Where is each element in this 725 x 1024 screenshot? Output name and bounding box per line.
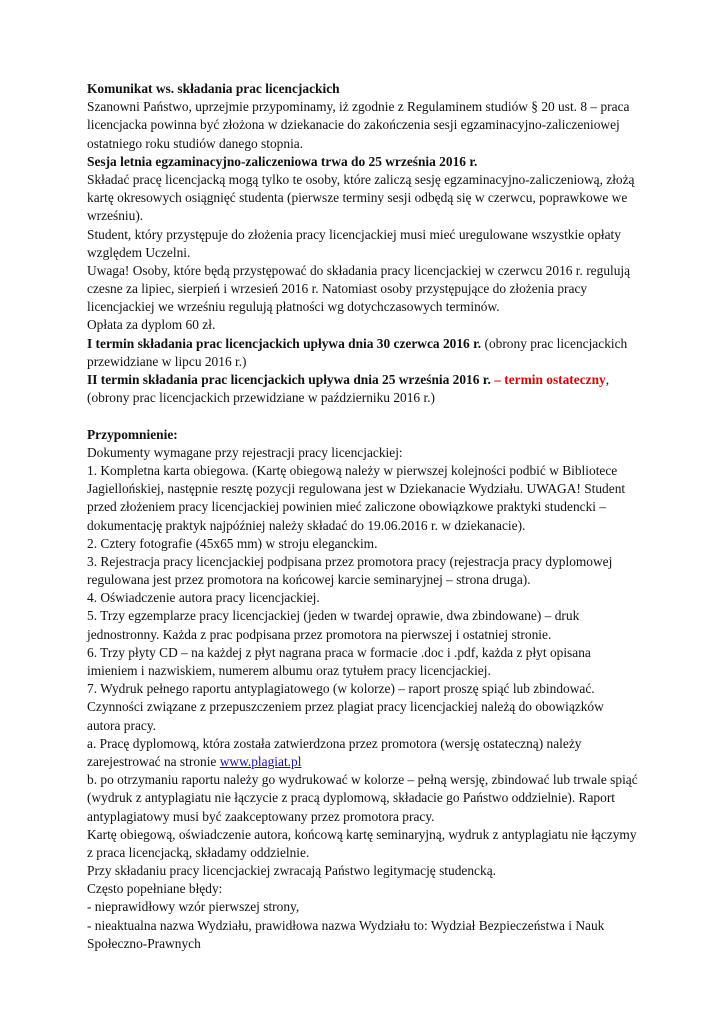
list-item: Jagiellońskiej, następnie resztę pozycji regulowana jest w Dziekanacie Wydziału. UWAGA! Student — [87, 481, 626, 497]
term-1-note: (obrony prac licencjackich — [481, 335, 628, 351]
list-item: 1. Kompletna karta obiegowa. (Kartę obiegową należy w pierwszej kolejności podbić w Bibliotece — [87, 462, 618, 478]
list-item: 2. Cztery fotografie (45x65 mm) w stroju eleganckim. — [87, 535, 378, 551]
final-term-label: – termin ostateczny — [490, 372, 606, 387]
fees-line: względem Uczelni. — [87, 244, 191, 260]
document-page — [87, 80, 647, 953]
submit-line: Składać pracę licencjacką mogą tylko te osoby, które zaliczą sesję egzaminacyjno-zaliczeniową, złożą — [87, 171, 635, 187]
list-item: przed złożeniem pracy licencjackiej powinien mieć zaliczone obowiązkowe praktyki studencki – — [87, 499, 607, 515]
submit-line: wrześniu). — [87, 208, 144, 224]
warning-line: licencjackiej we wrześniu regulują płatności wg dotychczasowych terminów. — [87, 299, 500, 315]
list-item: a. Pracę dyplomową, która została zatwierdzona przez promotora (wersję ostateczną) należy — [87, 735, 582, 751]
term-1-note-cont: przewidziane w lipcu 2016 r.) — [87, 353, 247, 369]
term-1 — [87, 335, 647, 353]
term-2-deadline: II termin składania prac licencjackich upływa dnia 25 września 2016 r. — [87, 372, 491, 387]
text-line: Przy składaniu pracy licencjackiej zwracają Państwo legitymację studencką. — [87, 863, 496, 879]
list-item: imieniem i nazwiskiem, numerem albumu oraz tytułem pracy licencjackiej. — [87, 663, 491, 678]
submit-line: kartę okresowych osiągnięć studenta (pierwsze terminy sesji odbędą się w czerwcu, poprawkowe we — [87, 190, 628, 206]
text-line: Kartę obiegową, oświadczenie autora, końcową kartę seminaryjną, wydruk z antyplagiatu nie łączymy — [87, 826, 637, 842]
text-line: (wydruk z antyplagiatu nie łączycie z pracą dyplomową, składacie go Państwo oddzielnie). Raport — [87, 790, 616, 806]
text-line: z praca licencjacką, składamy oddzielnie. — [87, 844, 310, 860]
term-2-note: (obrony prac licencjackich przewidziane w październiku 2016 r.) — [87, 390, 435, 406]
list-item: Czynności związane z przepuszczeniem przez plagiat pracy licencjackiej należą do obowiązków — [87, 699, 604, 715]
list-item: dokumentację praktyk najpóźniej należy składać do 19.06.2016 r. w dziekanacie). — [87, 517, 526, 533]
list-item: jednostronny. Każda z prac podpisana przez promotora na pierwszej i ostatniej stronie. — [87, 626, 552, 642]
documents-intro: Dokumenty wymagane przy rejestracji pracy licencjackiej: — [87, 444, 403, 460]
register-line — [87, 753, 647, 771]
term-2-comma: , — [605, 372, 610, 387]
spacer — [87, 407, 647, 425]
term-1-deadline: I termin składania prac licencjackich upływa dnia 30 czerwca 2016 r. — [87, 335, 482, 351]
text-line: b. po otrzymaniu raportu należy go wydrukować w kolorze – pełną wersję, zbindować lub trwale spiąć — [87, 772, 638, 788]
plagiat-link[interactable]: www.plagiat.pl — [219, 753, 302, 769]
text-line: - nieaktualna nazwa Wydziału, prawidłowa nazwa Wydziału to: Wydział Bezpieczeństwa i Nauk — [87, 917, 605, 933]
list-item: 7. Wydruk pełnego raportu antyplagiatowego (w kolorze) – raport proszę spiąć lub zbindować. — [87, 681, 595, 697]
text-line: Społeczno-Prawnych — [87, 935, 201, 951]
document-title: Komunikat ws. składania prac licencjackich — [87, 81, 340, 96]
diploma-fee: Opłata za dyplom 60 zł. — [87, 317, 216, 333]
list-item: 6. Trzy płyty CD – na każdej z płyt nagrana praca w formacie .doc i .pdf, każda z płyt opisana — [87, 644, 591, 660]
fees-line: Student, który przystępuje do złożenia pracy licencjackiej musi mieć uregulowane wszystkie opłaty — [87, 226, 621, 242]
warning-line: Uwaga! Osoby, które będą przystępować do składania pracy licencjackiej w czerwcu 2016 r. regulują — [87, 262, 631, 278]
list-item: 4. Oświadczenie autora pracy licencjackiej. — [87, 590, 320, 606]
term-2 — [87, 371, 647, 389]
intro-line: licencjacka powinna być złożona w dziekanacie do zakończenia sesji egzaminacyjno-zaliczeniowej — [87, 117, 620, 133]
register-prefix: zarejestrować na stronie — [87, 753, 220, 769]
list-item: regulowana jest przez promotora na końcowej karcie seminaryjnej – strona druga). — [87, 572, 531, 588]
intro-line: ostatniego roku studiów danego stopnia. — [87, 135, 304, 151]
list-item: 5. Trzy egzemplarze pracy licencjackiej (jeden w twardej oprawie, dwa zbindowane) – druk — [87, 608, 580, 624]
reminder-heading: Przypomnienie: — [87, 426, 178, 442]
list-item: autora pracy. — [87, 717, 157, 733]
text-line: Często popełniane błędy: — [87, 881, 223, 897]
text-line: - nieprawidłowy wzór pierwszej strony, — [87, 899, 300, 915]
session-heading: Sesja letnia egzaminacyjno-zaliczeniowa trwa do 25 września 2016 r. — [87, 153, 478, 169]
intro-line: Szanowni Państwo, uprzejmie przypominamy, iż zgodnie z Regulaminem studiów § 20 ust. 8 – praca — [87, 99, 630, 115]
text-line: antyplagiatowy musi być zaakceptowany przez promotora pracy. — [87, 808, 435, 824]
warning-line: czesne za lipiec, sierpień i wrzesień 2016 r. Natomiast osoby przystępujące do złożenia pracy — [87, 281, 588, 297]
list-item: 3. Rejestracja pracy licencjackiej podpisana przez promotora pracy (rejestracja pracy dyplomowej — [87, 553, 613, 569]
